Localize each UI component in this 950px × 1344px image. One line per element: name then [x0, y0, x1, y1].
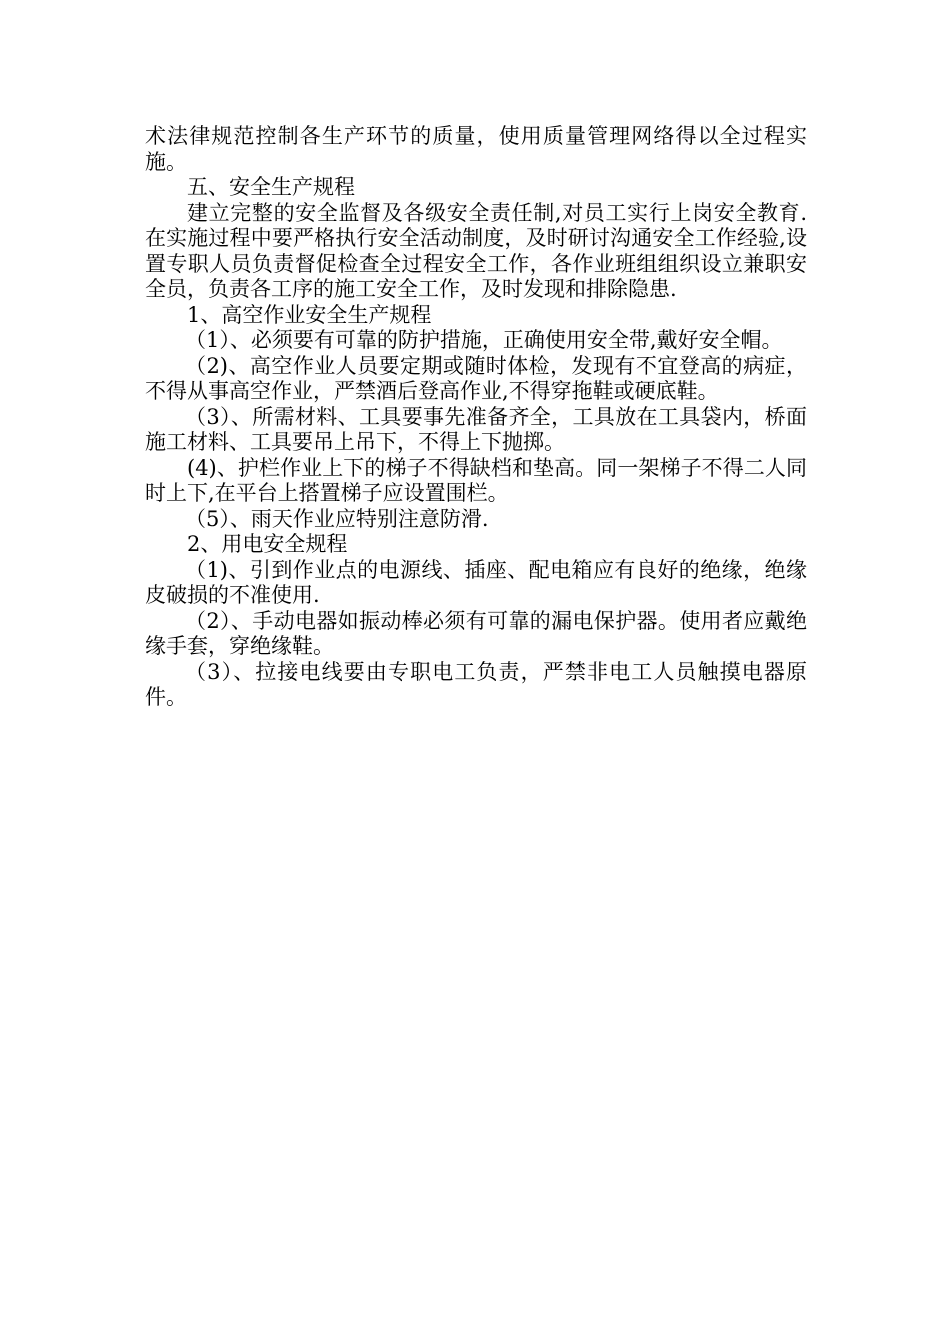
section-heading-safety: 五、安全生产规程	[187, 175, 355, 199]
list-item: （1)、引到作业点的电源线、插座、配电箱应有良好的绝缘，绝缘皮破损的不准使用.	[145, 557, 807, 607]
list-item: （2）、手动电器如振动棒必须有可靠的漏电保护器。使用者应戴绝缘手套，穿绝缘鞋。	[145, 608, 807, 658]
list-item: （2)、高空作业人员要定期或随时体检，发现有不宜登高的病症，不得从事高空作业，严禁酒后登高作业,不得穿拖鞋或硬底鞋。	[145, 353, 807, 403]
paragraph-safety-system: 建立完整的安全监督及各级安全责任制,对员工实行上岗安全教育.在实施过程中要严格执行安全活动制度，及时研讨沟通安全工作经验,设置专职人员负责督促检查全过程安全工作，各作业班组组织设立兼职安全员，负责各工序的施工安全工作，及时发现和排除隐患.	[145, 200, 807, 301]
list-item: （3）、所需材料、工具要事先准备齐全，工具放在工具袋内，桥面施工材料、工具要吊上吊下，不得上下抛掷。	[145, 404, 807, 454]
subsection-heading-high-altitude: 1、高空作业安全生产规程	[187, 302, 432, 327]
document-body	[145, 124, 807, 711]
subsection-heading-electrical: 2、用电安全规程	[187, 532, 348, 556]
list-item: （1）、必须要有可靠的防护措施，正确使用安全带,戴好安全帽。	[185, 328, 783, 352]
list-item: （5）、雨天作业应特别注意防滑.	[185, 506, 489, 531]
list-item: (4)、护栏作业上下的梯子不得缺档和垫高。同一架梯子不得二人同时上下,在平台上搭置梯子应设置围栏。	[145, 455, 807, 505]
list-item: （3）、拉接电线要由专职电工负责，严禁非电工人员触摸电器原件。	[145, 659, 807, 709]
paragraph-continuation: 术法律规范控制各生产环节的质量，使用质量管理网络得以全过程实施。	[145, 124, 807, 174]
